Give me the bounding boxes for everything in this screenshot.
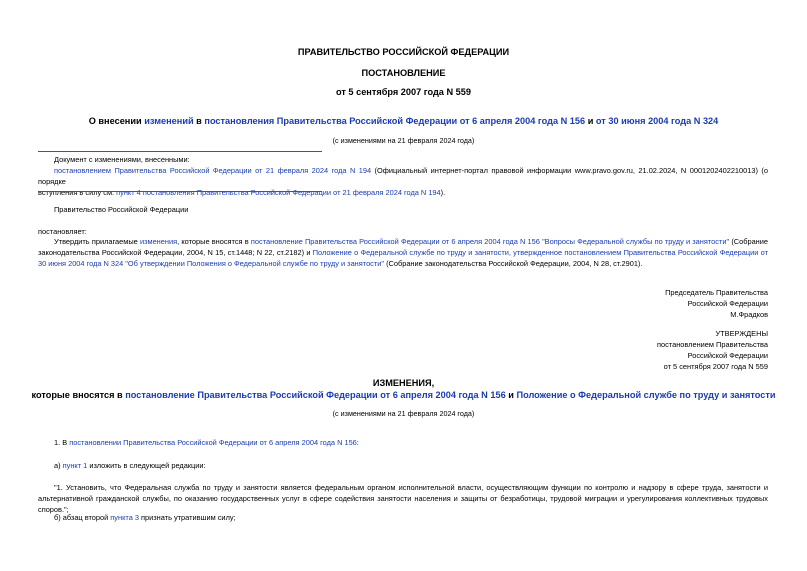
approve-link-changes[interactable]: изменения	[139, 237, 178, 246]
changes-top-rule	[38, 151, 322, 152]
changes-subtitle: которые вносятся в постановление Правительства Российской Федерации от 6 апреля 2004 года N 156 и Положение о Федеральной службе по труду и занятости	[31, 390, 776, 400]
quote-paragraph: "1. Установить, что Федеральная служба по труду и занятости является федеральным органом исполнительной власти, осуществляющим функции по контролю и надзору в сфере труда, занятости и альтернативной гражданской службы, по оказанию государственных услуг в сфере содействия занятости населения и защиты от безработицы, трудовой миграции и урегулирования коллективных трудовых споров.";	[38, 483, 768, 514]
title-link-resolution-324[interactable]: от 30 июня 2004 года N 324	[595, 116, 719, 126]
item-a-link-point-1[interactable]: пункт 1	[62, 461, 88, 470]
approve-link-regulation[interactable]: Положение о Федеральной службе по труду и занятости, утвержденное постановлением Правительства Российской Федерации от 30 июня 2004 года N 324 "Об утверждении Положения о Федеральной службе по труду и занятости"	[38, 248, 768, 268]
title-link-changes[interactable]: изменений	[144, 116, 194, 126]
item-a: а) пункт 1 изложить в следующей редакции:	[54, 461, 206, 470]
changes-subtitle-link-resolution-156[interactable]: постановление Правительства Российской Федерации от 6 апреля 2004 года N 156	[125, 390, 506, 400]
approve-paragraph: Утвердить прилагаемые изменения, которые вносятся в постановление Правительства Российской Федерации от 6 апреля 2004 года N 156 "Вопросы Федеральной службы по труду и занятости" (Собрание законодательства Российской Федерации, 2004, N 15, ст.1448; N 22, ст.2182) и Положение о Федеральной службе по труду и занятости, утвержденное постановлением Правительства Российской Федерации от 30 июня 2004 года N 324 "Об утверждении Положения о Федеральной службе по труду и занятости" (Собрание законодательства Российской Федерации, 2004, N 28, ст.2901).	[38, 237, 769, 268]
item-b-link-point-3[interactable]: пункта 3	[110, 513, 139, 522]
title-link-resolution-156[interactable]: постановления Правительства Российской Федерации от 6 апреля 2004 года N 156	[204, 116, 586, 126]
doc-date-number: от 5 сентября 2007 года N 559	[335, 87, 471, 97]
document-title: О внесении изменений в постановления Правительства Российской Федерации от 6 апреля 2004 года N 156 и от 30 июня 2004 года N 324	[88, 116, 719, 126]
doc-type-heading: ПОСТАНОВЛЕНИЕ	[361, 68, 446, 78]
changes-bottom-rule	[38, 191, 322, 192]
item-1: 1. В постановлении Правительства Российской Федерации от 6 апреля 2004 года N 156:	[54, 438, 359, 447]
changes-link-resolution-194[interactable]: постановлением Правительства Российской Федерации от 21 февраля 2024 года N 194	[54, 166, 372, 175]
changes-subtitle-link-regulation[interactable]: Положение о Федеральной службе по труду и занятости	[516, 390, 776, 400]
approve-link-resolution-156[interactable]: постановление Правительства Российской Федерации от 6 апреля 2004 года N 156 "Вопросы Федеральной службы по труду и занятости"	[250, 237, 730, 246]
edition-note: (с изменениями на 21 февраля 2024 года)	[332, 136, 475, 145]
government-heading: ПРАВИТЕЛЬСТВО РОССИЙСКОЙ ФЕДЕРАЦИИ	[297, 47, 510, 57]
approved-block: УТВЕРЖДЕНЫ постановлением Правительства Российской Федерации от 5 сентября 2007 года N 559	[657, 329, 768, 371]
issuer: Правительство Российской Федерации	[54, 205, 189, 214]
edition-note-2: (с изменениями на 21 февраля 2024 года)	[332, 409, 475, 418]
changes-link-point-4[interactable]: пункт 4 постановления Правительства Российской Федерации от 21 февраля 2024 года N 194	[116, 188, 441, 197]
changes-intro: Документ с изменениями, внесенными:	[54, 155, 190, 164]
item-b: б) абзац второй пункта 3 признать утратившим силу;	[54, 513, 236, 522]
changes-block-text: постановлением Правительства Российской Федерации от 21 февраля 2024 года N 194 (Официальный интернет-портал правовой информации www.pravo.gov.ru, 21.02.2024, N 0001202402210013) (о порядке вступления в силу см. пункт 4 постановления Правительства Российской Федерации от 21 февраля 2024 года N 194).	[38, 166, 768, 197]
signature-block: Председатель Правительства Российской Федерации М.Фрадков	[665, 288, 768, 319]
resolves-label: постановляет:	[38, 227, 87, 236]
changes-heading: ИЗМЕНЕНИЯ,	[372, 378, 435, 388]
item-1-link[interactable]: постановлении Правительства Российской Федерации от 6 апреля 2004 года N 156	[69, 438, 357, 447]
